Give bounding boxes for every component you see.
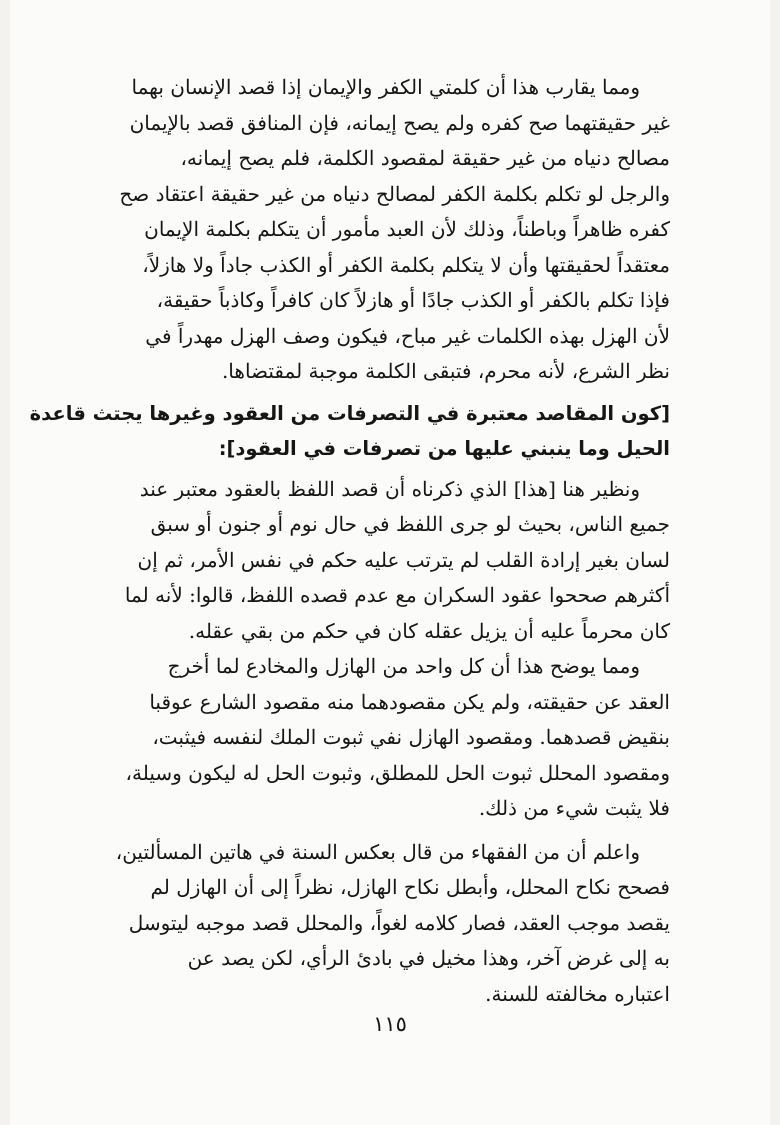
heading-line: الحيل وما ينبني عليها من تصرفات في العقود]: [218,436,670,460]
section-heading [29,396,670,466]
paragraph-1 [110,70,670,390]
text-line: غير حقيقتهما صح كفره ولم يصح إيمانه، فإن المنافق قصد بالإيمان [129,110,670,135]
text-line: كفره ظاهراً وباطناً، وذلك لأن العبد مأمور أن يتكلم بكلمة الإيمان [144,217,670,241]
paragraph-2 [110,472,670,650]
text-line: ومما يقارب هذا أن كلمتي الكفر والإيمان إذا قصد الإنسان بهما [131,75,640,99]
text-line: لسان بغير إرادة القلب لم يترتب عليه حكم في نفس الأمر، ثم إن [137,547,670,572]
page-number: ١١٥ [373,1012,407,1036]
text-line: لأن الهزل بهذه الكلمات غير مباح، فيكون وصف الهزل مهدراً في [145,323,670,348]
text-line: اعتباره مخالفته للسنة. [485,981,670,1006]
text-line: نظر الشرع، لأنه محرم، فتبقى الكلمة موجبة لمقتضاها. [221,359,670,383]
text-line: مصالح دنياه من غير حقيقة لمقصود الكلمة، فلم يصح إيمانه، [180,146,670,170]
text-line: ومما يوضح هذا أن كل واحد من الهازل والمخادع لما أخرج [167,654,640,678]
text-line: أكثرهم صححوا عقود السكران مع عدم قصده اللفظ، قالوا: لأنه لما [124,583,670,607]
text-line: والرجل لو تكلم بكلمة الكفر لمصالح دنياه من غير حقيقة اعتقاد صح [119,181,670,206]
text-line: واعلم أن من الفقهاء من قال بعكس السنة في هاتين المسألتين، [115,839,640,864]
text-line: به إلى غرض آخر، وهذا مخيل في بادئ الرأي، لكن يصد عن [187,946,670,970]
text-line: ومقصود المحلل ثبوت الحل للمطلق، وثبوت الحل له ليكون وسيلة، [125,760,670,785]
text-line: بنقيض قصدهما. ومقصود الهازل نفي ثبوت الملك لنفسه فيثبت، [152,725,670,749]
text-line: فلا يثبت شيء من ذلك. [478,796,670,820]
paragraph-gap [110,827,670,835]
paragraph-3 [110,649,670,827]
text-line: جميع الناس، بحيث لو جرى اللفظ في حال نوم أو جنون أو سبق [150,512,670,536]
text-line: العقد عن حقيقته، ولم يكن مقصودهما منه مقصود الشارع عوقبا [149,689,670,714]
text-line: كان محرماً عليه أن يزيل عقله كان في حكم من بقي عقله. [188,618,670,643]
heading-line: [كون المقاصد معتبرة في التصرفات من العقود وغيرها يجتث قاعدة [29,401,670,425]
paragraph-4 [110,835,670,1013]
text-line: فإذا تكلم بالكفر أو الكذب جادًا أو هازلاً كان كافراً وكاذباً حقيقة، [156,288,670,312]
page-body [29,70,670,1012]
text-line: فصحح نكاح المحلل، وأبطل نكاح الهازل، نظراً إلى أن الهازل لم [150,875,670,899]
text-line: يقصد موجب العقد، فصار كلامه لغواً، والمحلل قصد موجبه ليتوسل [128,910,670,935]
text-line: ونظير هنا [هذا] الذي ذكرناه أن قصد اللفظ بالعقود معتبر عند [139,476,640,501]
text-line: معتقداً لحقيقتها وأن لا يتكلم بكلمة الكفر أو الكذب جاداً ولا هازلاً، [142,252,670,277]
